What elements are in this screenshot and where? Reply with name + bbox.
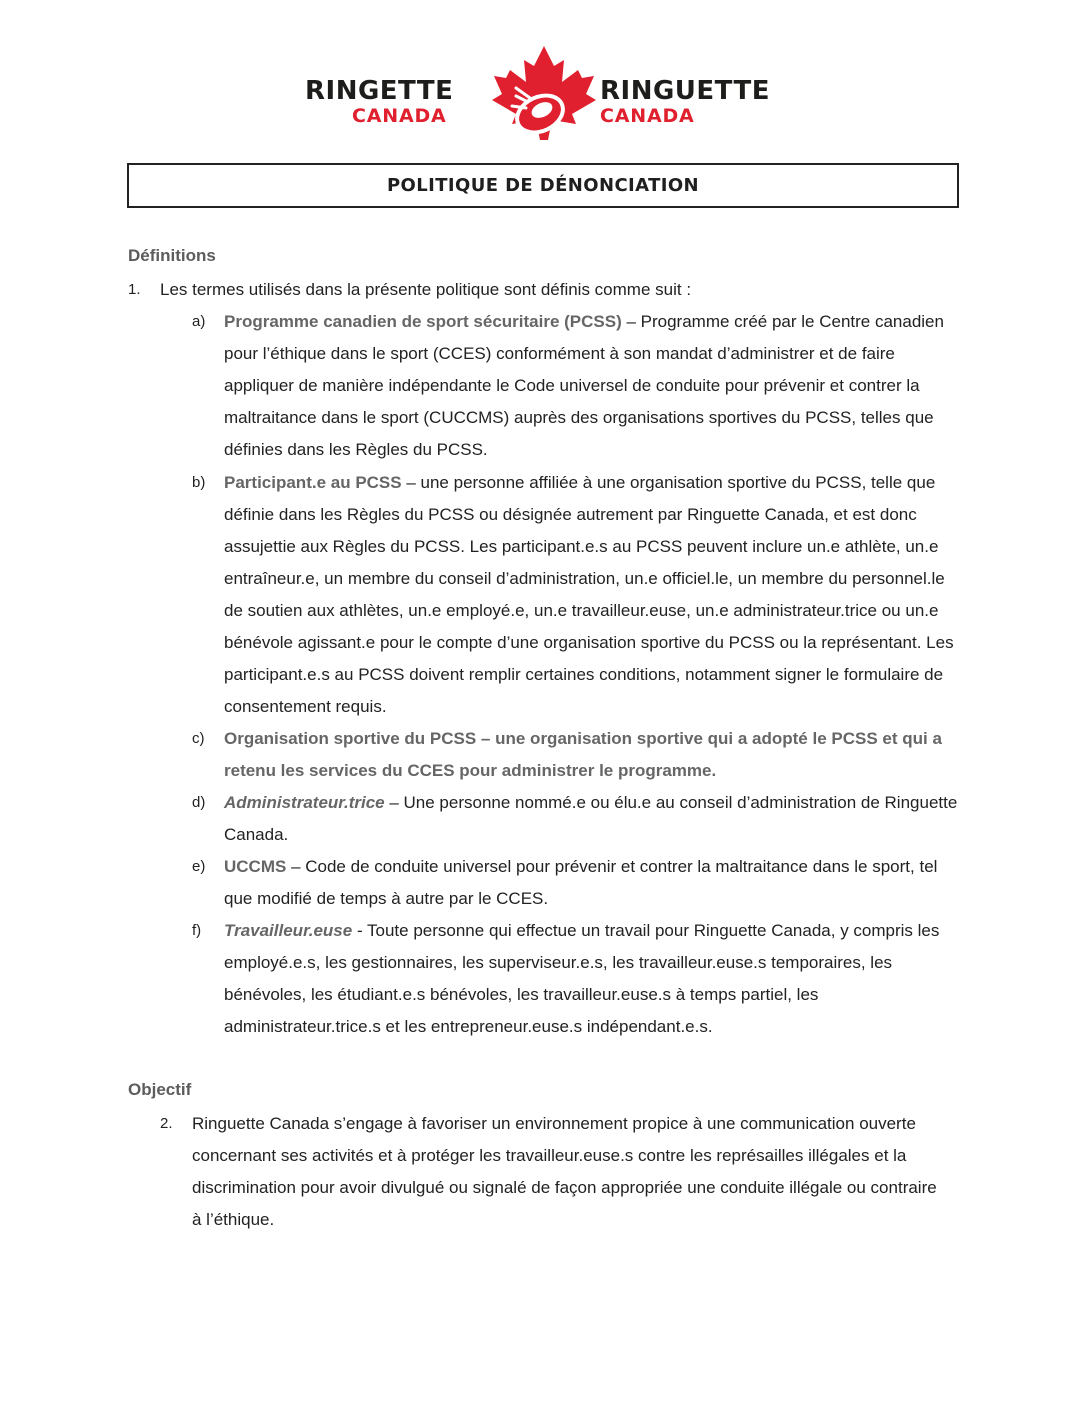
paragraph-number-2: 2. [160,1115,173,1132]
definition-item-f [224,915,964,1043]
section-heading-objective: Objectif [128,1080,192,1099]
section-heading-definitions: Définitions [128,246,216,265]
logo-text-right-top: RINGUETTE [600,76,770,106]
definition-body-b: – une personne affiliée à une organisation sportive du PCSS, telle que définie dans les Règles du PCSS ou désignée autrement par Ringuette Canada, et est donc assujettie aux Règles du PCSS. Les participant.e.s au PCSS peuvent inclure un.e athlète, un.e entraîneur.e, un membre du conseil d’administration, un.e officiel.le, un membre du personnel.le de soutien aux athlètes, un.e employé.e, un.e travailleur.euse, un.e administrateur.trice ou un.e bénévole agissant.e pour le compte d’une organisation sportive du PCSS ou la représentant. Les participant.e.s au PCSS doivent remplir certaines conditions, notamment signer le formulaire de consentement requis. [224,473,954,716]
logo-text-left-bottom: CANADA [352,105,447,127]
document-title: POLITIQUE DE DÉNONCIATION [386,175,700,196]
definition-item-d [224,787,964,851]
definition-term-a: Programme canadien de sport sécuritaire (PCSS) [224,312,622,331]
definition-letter-c: c) [192,730,205,747]
definition-term-d: Administrateur.trice [224,793,385,812]
definition-body-f: - Toute personne qui effectue un travail pour Ringuette Canada, y compris les employé.e.s, les gestionnaires, les superviseur.e.s, les travailleur.euse.s temporaires, les bénévoles, les étudiant.e.s bénévoles, les travailleur.euse.s à temps partiel, les administrateur.trice.s et les entrepreneur.euse.s indépendant.e.s. [224,921,940,1036]
definition-body-e: – Code de conduite universel pour prévenir et contrer la maltraitance dans le sport, tel que modifié de temps à autre par le CCES. [224,857,938,908]
definition-term-f: Travailleur.euse [224,921,353,940]
definition-item-e [224,851,964,915]
definition-item-a [224,306,964,466]
logo-text-right-bottom: CANADA [600,105,695,127]
definition-term-e: UCCMS [224,857,287,876]
definition-term-c: Organisation sportive du PCSS – une organisation sportive qui a adopté le PCSS et qui a retenu les services du CCES pour administrer le programme. [224,729,942,780]
definition-body-d: – Une personne nommé.e ou élu.e au conseil d’administration de Ringuette Canada. [224,793,958,844]
definition-term-b: Participant.e au PCSS [224,473,402,492]
paragraph-1-text: Les termes utilisés dans la présente politique sont définis comme suit : [160,280,692,299]
definition-letter-f: f) [192,922,202,939]
header-logo [0,44,1088,144]
definition-body-a: – Programme créé par le Centre canadien pour l’éthique dans le sport (CCES) conformément à son mandat d’administrer et de faire appliquer de manière indépendante le Code universel de conduite pour prévenir et contrer la maltraitance dans le sport (CUCCMS) auprès des organisations sportives du PCSS, telles que définies dans les Règles du PCSS. [224,312,944,459]
definition-letter-e: e) [192,858,206,875]
definition-letter-b: b) [192,474,206,491]
paragraph-number-1: 1. [128,281,141,298]
definition-letter-d: d) [192,794,206,811]
document-title-box [127,163,959,208]
definition-letter-a: a) [192,313,206,330]
definition-item-b [224,467,964,723]
maple-leaf-ringette-icon [476,44,612,144]
paragraph-2-text: Ringuette Canada s’engage à favoriser un environnement propice à une communication ouverte concernant ses activités et à protéger les travailleur.euse.s contre les représailles illégales et la discrimination pour avoir divulgué ou signalé de façon appropriée une conduite illégale ou contraire à l’éthique. [192,1114,937,1229]
definition-item-c [224,723,964,787]
logo-text-left-top: RINGETTE [305,76,454,106]
